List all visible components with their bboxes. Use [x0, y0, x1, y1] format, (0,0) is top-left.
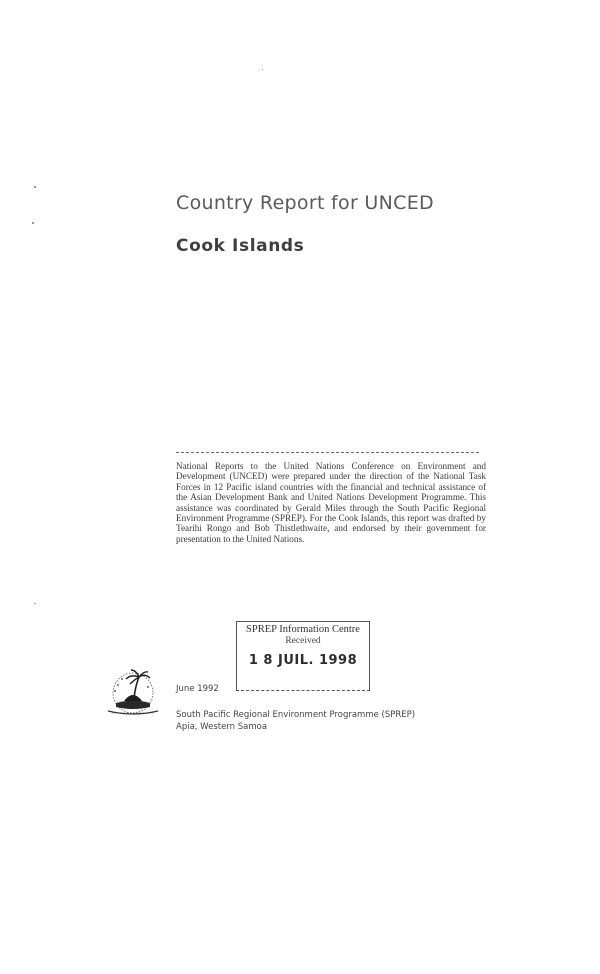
report-date: June 1992 [176, 684, 219, 694]
scan-speck [262, 69, 263, 70]
publisher-name: South Pacific Regional Environment Programme (SPREP) [176, 710, 416, 720]
divider-rule [176, 452, 479, 453]
sprep-logo-icon [104, 667, 162, 715]
publisher-location: Apia, Western Samoa [176, 722, 268, 732]
stamp-received-label: Received [285, 636, 321, 646]
stamp-title: SPREP Information Centre [246, 624, 360, 635]
report-subtitle: Cook Islands [176, 236, 305, 256]
stamp-date: 1 8 JUIL. 1998 [248, 653, 358, 668]
received-stamp [236, 621, 370, 690]
scan-speck [32, 222, 34, 224]
scan-speck [34, 603, 36, 604]
report-description: National Reports to the United Nations Conference on Environment and Development (UNCED) were prepared under the direction of the National Task Forces in 12 Pacific island countries with the financial and technical assistance of the Asian Development Bank and United Nations Development Programme. This assistance was coordinated by Gerald Miles through the South Pacific Regional Environment Programme (SPREP). For the Cook Islands, this report was drafted by Tearihi Rongo and Bob Thistlethwaite, and endorsed by their government for presentation to the United Nations. [176, 461, 486, 544]
report-title: Country Report for UNCED [176, 192, 434, 214]
scan-speck [34, 186, 36, 188]
